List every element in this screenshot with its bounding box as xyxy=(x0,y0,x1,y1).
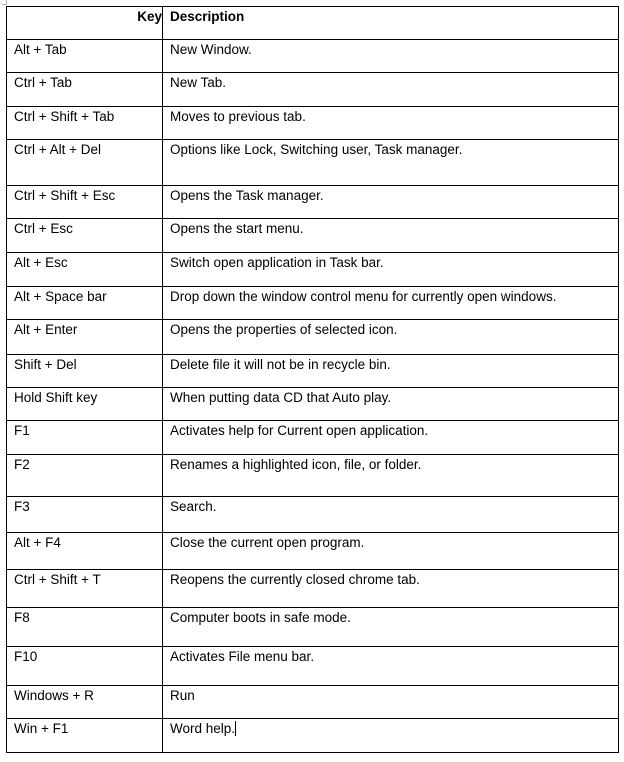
table-row xyxy=(7,421,619,455)
key-cell: Windows + R xyxy=(7,686,163,719)
table-row xyxy=(7,533,619,570)
key-cell: Ctrl + Alt + Del xyxy=(7,140,163,186)
table-row xyxy=(7,686,619,719)
key-cell: F1 xyxy=(7,421,163,455)
key-cell: Hold Shift key xyxy=(7,388,163,421)
table-row xyxy=(7,570,619,608)
table-row xyxy=(7,355,619,388)
table-row xyxy=(7,253,619,287)
key-cell: Ctrl + Shift + Tab xyxy=(7,107,163,140)
table-row xyxy=(7,388,619,421)
key-cell: Win + F1 xyxy=(7,719,163,753)
page-corner-mark xyxy=(2,0,7,5)
description-cell: Reopens the currently closed chrome tab. xyxy=(163,570,619,608)
key-cell: Shift + Del xyxy=(7,355,163,388)
shortcut-table xyxy=(6,6,619,753)
table-row xyxy=(7,219,619,253)
table-row xyxy=(7,497,619,533)
key-cell: Alt + Enter xyxy=(7,320,163,355)
description-cell: Delete file it will not be in recycle bin. xyxy=(163,355,619,388)
key-cell: F10 xyxy=(7,647,163,686)
description-cell: Activates File menu bar. xyxy=(163,647,619,686)
description-cell: Drop down the window control menu for currently open windows. xyxy=(163,287,619,320)
key-cell: F2 xyxy=(7,455,163,497)
description-cell: Switch open application in Task bar. xyxy=(163,253,619,287)
table-row xyxy=(7,320,619,355)
table-row xyxy=(7,186,619,219)
description-cell: Activates help for Current open application. xyxy=(163,421,619,455)
key-cell: F3 xyxy=(7,497,163,533)
key-cell: Ctrl + Esc xyxy=(7,219,163,253)
table-row xyxy=(7,140,619,186)
table-row xyxy=(7,73,619,107)
description-cell: Options like Lock, Switching user, Task manager. xyxy=(163,140,619,186)
description-cell: Computer boots in safe mode. xyxy=(163,608,619,647)
description-cell: Opens the Task manager. xyxy=(163,186,619,219)
description-cell: New Window. xyxy=(163,40,619,73)
header-key: Key xyxy=(7,7,163,40)
key-cell: Alt + Esc xyxy=(7,253,163,287)
description-cell: Run xyxy=(163,686,619,719)
key-cell: Alt + F4 xyxy=(7,533,163,570)
key-cell: Alt + Space bar xyxy=(7,287,163,320)
text-cursor xyxy=(235,721,236,736)
key-cell: F8 xyxy=(7,608,163,647)
description-cell xyxy=(163,719,619,753)
table-row xyxy=(7,40,619,73)
description-cell: Close the current open program. xyxy=(163,533,619,570)
table-row xyxy=(7,287,619,320)
description-cell: Renames a highlighted icon, file, or folder. xyxy=(163,455,619,497)
table-row xyxy=(7,107,619,140)
description-cell: Search. xyxy=(163,497,619,533)
table-header-row xyxy=(7,7,619,40)
table-row xyxy=(7,719,619,753)
description-cell: New Tab. xyxy=(163,73,619,107)
key-cell: Ctrl + Shift + T xyxy=(7,570,163,608)
description-cell: Opens the properties of selected icon. xyxy=(163,320,619,355)
description-text: Word help. xyxy=(170,721,236,736)
description-cell: When putting data CD that Auto play. xyxy=(163,388,619,421)
table-row xyxy=(7,608,619,647)
table-row xyxy=(7,647,619,686)
key-cell: Alt + Tab xyxy=(7,40,163,73)
table-row xyxy=(7,455,619,497)
description-cell: Opens the start menu. xyxy=(163,219,619,253)
key-cell: Ctrl + Tab xyxy=(7,73,163,107)
key-cell: Ctrl + Shift + Esc xyxy=(7,186,163,219)
header-description: Description xyxy=(163,7,619,40)
description-cell: Moves to previous tab. xyxy=(163,107,619,140)
